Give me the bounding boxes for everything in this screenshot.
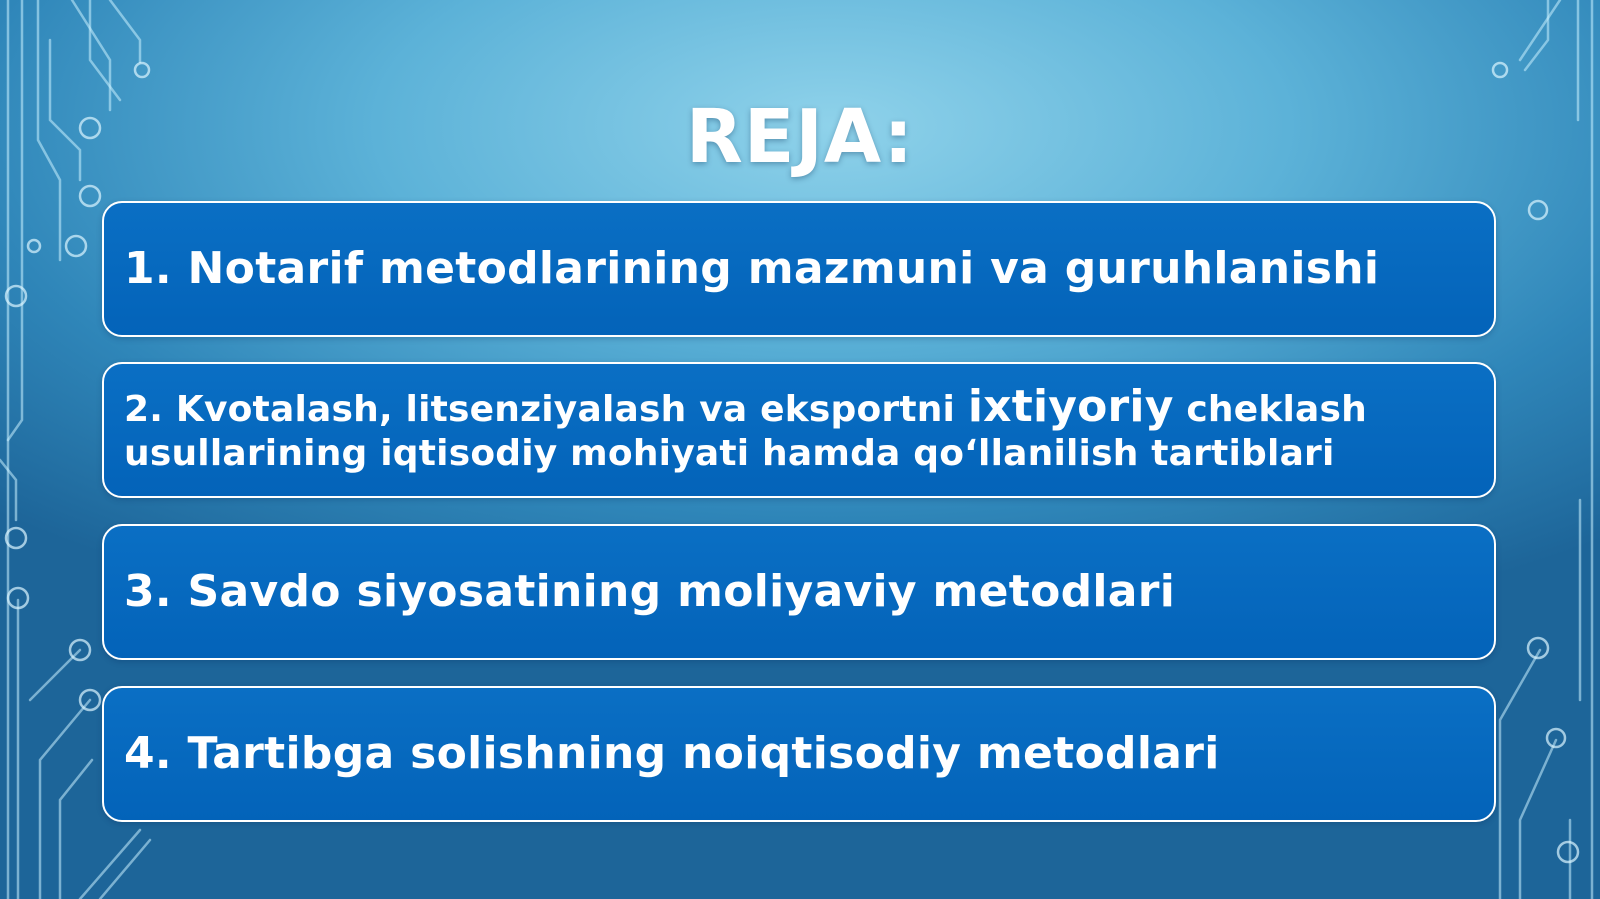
plan-item-2-line-1 <box>124 380 1367 432</box>
plan-item-2-text <box>124 380 1367 476</box>
plan-item-2-text-after: cheklash <box>1173 388 1367 430</box>
plan-item-4-text: 4. Tartibga solishning noiqtisodiy metodlari <box>124 728 1220 779</box>
slide-title: REJA: <box>685 94 915 180</box>
plan-item-3-text: 3. Savdo siyosatining moliyaviy metodlari <box>124 566 1176 617</box>
plan-item-1-text: 1. Notarif metodlarining mazmuni va guruhlanishi <box>124 243 1380 294</box>
plan-item-2 <box>102 362 1496 498</box>
plan-item-2-line-2: usullarining iqtisodiy mohiyati hamda qo‘llanilish tartiblari <box>124 432 1335 474</box>
plan-item-3 <box>102 524 1496 660</box>
plan-item-1 <box>102 201 1496 337</box>
plan-item-4 <box>102 686 1496 822</box>
plan-item-2-emphasis: ixtiyoriy <box>967 380 1174 432</box>
plan-item-2-text-before: 2. Kvotalash, litsenziyalash va eksportni <box>124 388 968 430</box>
